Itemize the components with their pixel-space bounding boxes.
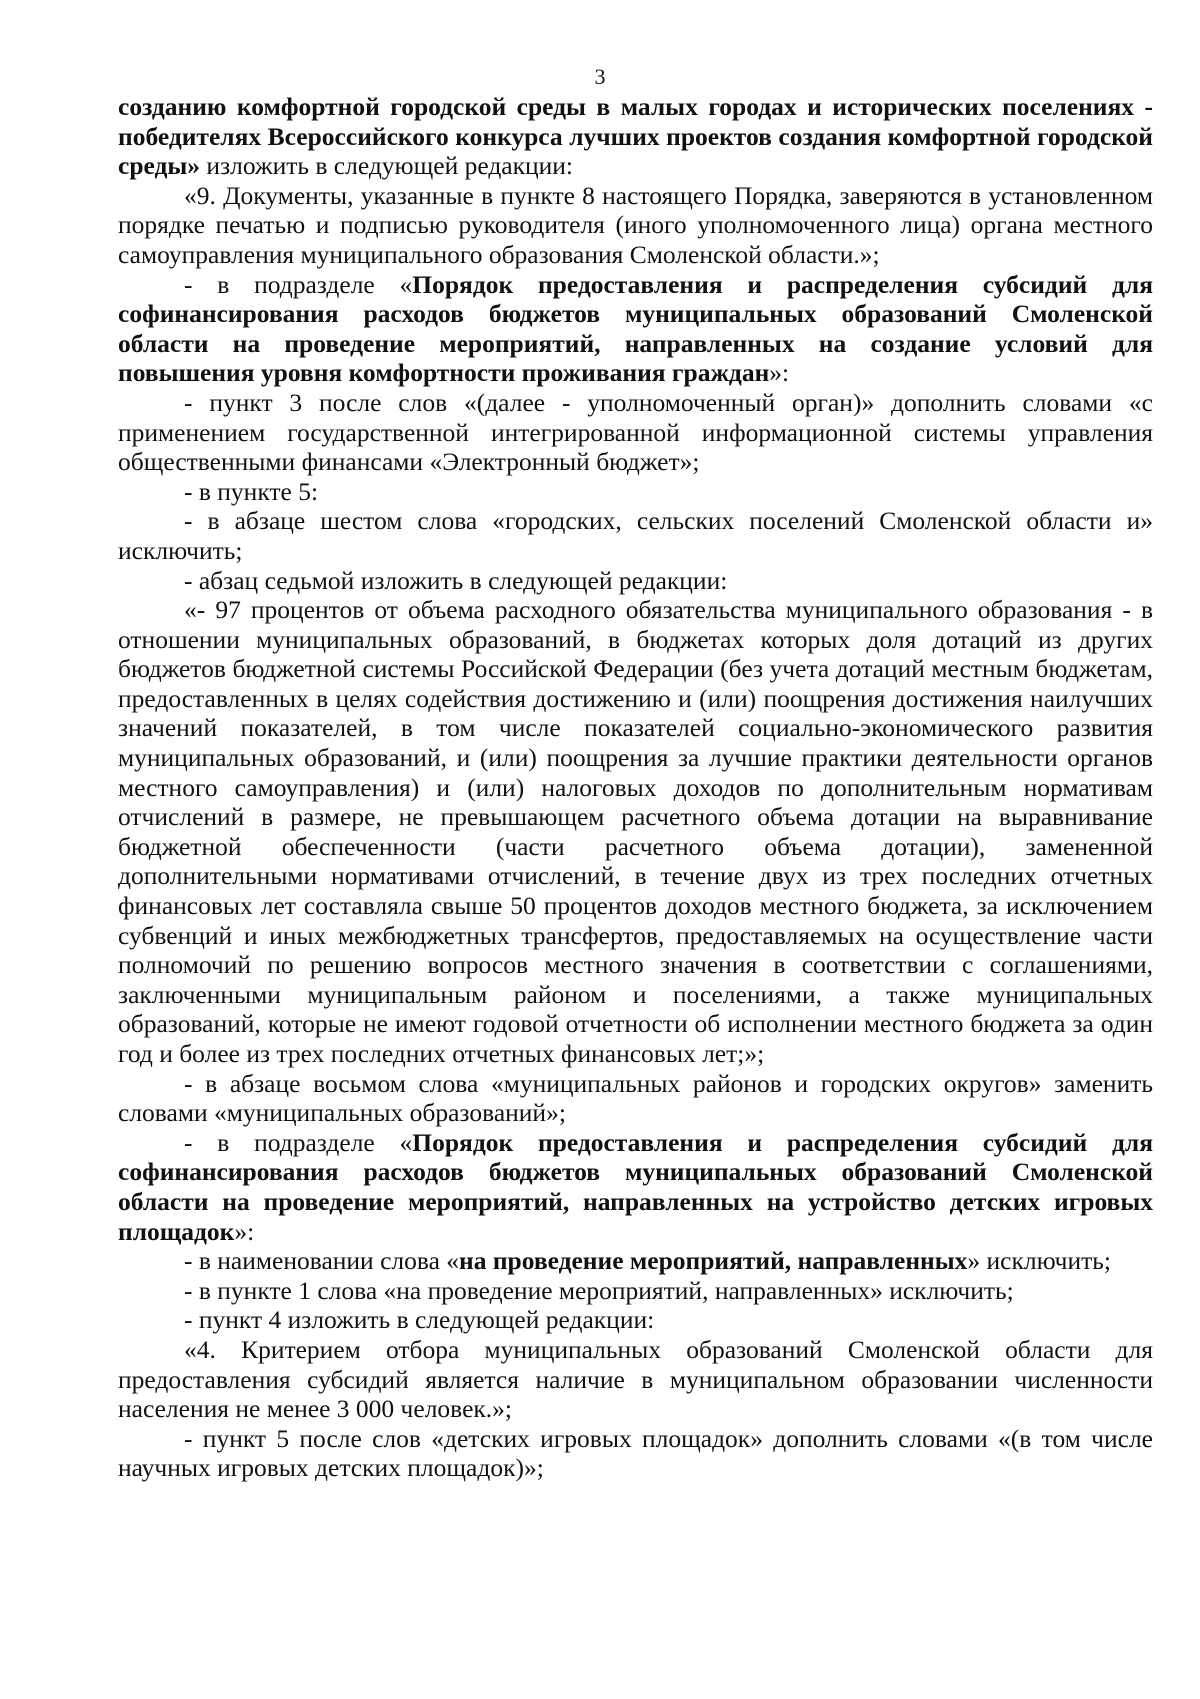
bold-text: Порядок предоставления и распределения субсидий для софинансирования расходов бюджетов муниципальных образований Смоленской области на проведение мероприятий, направленных на устройство детских игровых площадок bbox=[118, 1127, 1153, 1246]
bold-text: созданию комфортной городской среды в малых городах и исторических поселениях - победителях Всероссийского конкурса лучших проектов создания комфортной городской среды» bbox=[118, 92, 1153, 181]
text-segment: - в пункте 5: bbox=[184, 476, 319, 506]
paragraph bbox=[118, 566, 1153, 596]
text-segment: - в абзаце восьмом слова «муниципальных районов и городских округов» заменить словами «муниципальных образований»; bbox=[118, 1068, 1153, 1128]
document-body bbox=[118, 92, 1153, 1483]
text-segment: - пункт 5 после слов «детских игровых площадок» дополнить словами «(в том числе научных игровых детских площадок)»; bbox=[118, 1423, 1153, 1483]
page-number: 3 bbox=[594, 64, 606, 89]
text-segment: - в подразделе « bbox=[184, 269, 413, 299]
text-segment: - пункт 3 после слов «(далее - уполномоченный орган)» дополнить словами «с применением государственной интегрированной информационной системы управления общественными финансами «Электронный бюджет»; bbox=[118, 387, 1153, 477]
text-segment: «4. Критерием отбора муниципальных образований Смоленской области для предоставления субсидий является наличие в муниципальном образовании численности населения не менее 3 000 человек.»; bbox=[118, 1334, 1153, 1424]
text-segment: «9. Документы, указанные в пункте 8 настоящего Порядка, заверяются в установленном порядке печатью и подписью руководителя (иного уполномоченного лица) органа местного самоуправления муниципального образования Смоленской области.»; bbox=[118, 180, 1153, 269]
paragraph bbox=[118, 1424, 1153, 1483]
paragraph bbox=[118, 1246, 1153, 1276]
paragraph bbox=[118, 270, 1153, 388]
bold-text: Порядок предоставления и распределения субсидий для софинансирования расходов бюджетов муниципальных образований Смоленской области на проведение мероприятий, направленных на создание условий для повышения уровня комфортности проживания граждан bbox=[118, 269, 1153, 388]
paragraph bbox=[118, 1276, 1153, 1306]
bold-text: на проведение мероприятий, направленных bbox=[459, 1246, 968, 1276]
text-segment: »: bbox=[769, 358, 790, 388]
text-segment: - в наименовании слова « bbox=[184, 1246, 460, 1276]
paragraph bbox=[118, 1335, 1153, 1424]
text-segment: «- 97 процентов от объема расходного обязательства муниципального образования - в отношении муниципальных образований, в бюджетах которых доля дотаций из других бюджетов бюджетной системы Российской Федерации (без учета дотаций местным бюджетам, предоставленных в целях содействия достижению и (или) поощрения достижения наилучших значений показателей, в том числе показателей социально-экономического развития муниципальных образований, и (или) поощрения за лучшие практики деятельности органов местного самоуправления) и (или) налоговых доходов по дополнительным нормативам отчислений в размере, не превышающем расчетного объема дотации на выравнивание бюджетной обеспеченности (части расчетного объема дотации), замененной дополнительными нормативами отчислений, в течение двух из трех последних отчетных финансовых лет составляла свыше 50 процентов доходов местного бюджета, за исключением субвенций и иных межбюджетных трансфертов, предоставляемых на осуществление части полномочий по решению вопросов местного значения в соответствии с соглашениями, заключенными муниципальным районом и поселениями, а также муниципальных образований, которые не имеют годовой отчетности об исполнении местного бюджета за один год и более из трех последних отчетных финансовых лет;»; bbox=[118, 595, 1153, 1068]
text-segment: » исключить; bbox=[967, 1246, 1111, 1276]
text-segment: - в пункте 1 слова «на проведение мероприятий, направленных» исключить; bbox=[184, 1275, 1014, 1305]
text-segment: - пункт 4 изложить в следующей редакции: bbox=[184, 1305, 655, 1335]
text-segment: - в подразделе « bbox=[184, 1127, 413, 1157]
paragraph bbox=[118, 388, 1153, 477]
text-segment: - абзац седьмой изложить в следующей редакции: bbox=[184, 565, 728, 595]
paragraph bbox=[118, 595, 1153, 1069]
text-segment: изложить в следующей редакции: bbox=[200, 151, 574, 181]
paragraph bbox=[118, 1069, 1153, 1128]
paragraph bbox=[118, 181, 1153, 270]
paragraph bbox=[118, 506, 1153, 565]
paragraph bbox=[118, 1305, 1153, 1335]
text-segment: - в абзаце шестом слова «городских, сельских поселений Смоленской области и» исключить; bbox=[118, 506, 1153, 565]
paragraph bbox=[118, 1128, 1153, 1246]
paragraph bbox=[118, 477, 1153, 507]
paragraph bbox=[118, 92, 1153, 181]
text-segment: »: bbox=[234, 1216, 255, 1246]
